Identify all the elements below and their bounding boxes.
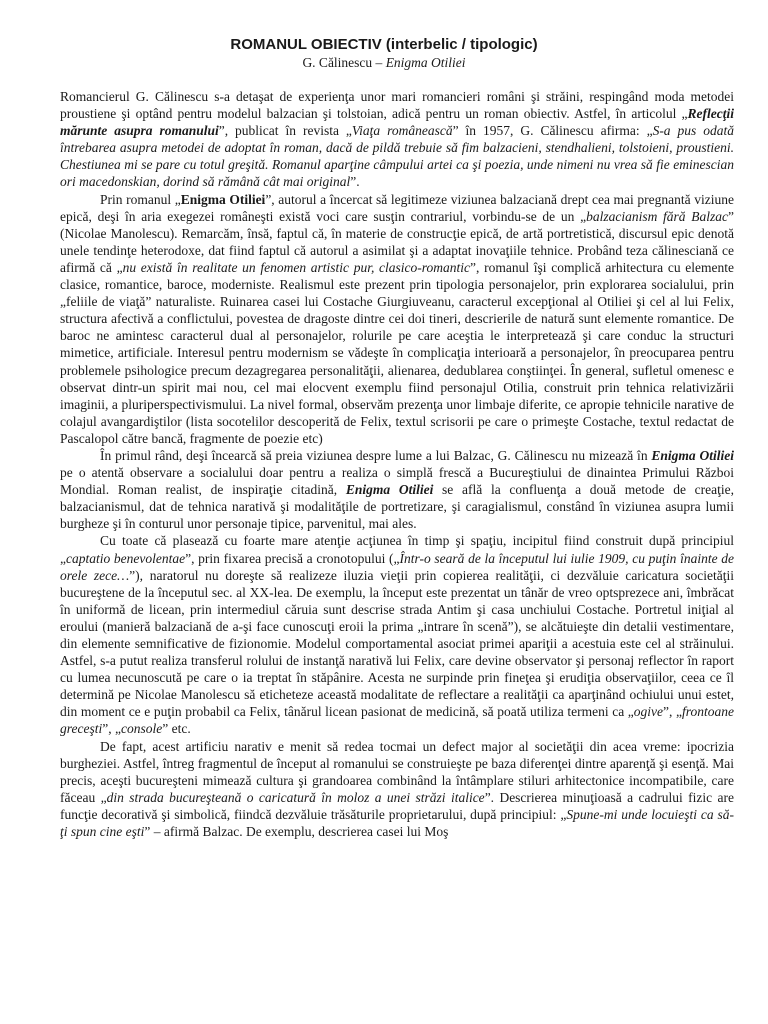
text-run: Romancierul G. Călinescu s-a detaşat de experienţa unor mari romancieri români şi străini, respingând moda metodei proustiene şi optând pentru modelul balzacian şi tolstoian, adică pentru un roman obiectiv. Astfel, în articolul „ xyxy=(60,89,734,122)
text-run: Reflecţii mărunte asupra romanului xyxy=(60,106,734,139)
body-paragraph xyxy=(60,532,734,737)
text-run: Într-o seară de la începutul lui iulie 1909, cu puţin înainte de orele zece… xyxy=(60,550,734,583)
text-run: ” etc. xyxy=(162,721,191,737)
text-run: ”. Descrierea minuţioasă a cadrului fizic are funcţie decorativă şi simbolică, fiindcă dezvăluie trăsăturile proprietarului, după principiul: „ xyxy=(60,789,734,822)
document-body xyxy=(60,88,734,840)
text-run: frontoane greceşti xyxy=(60,704,735,737)
text-run: se află la confluenţa a două metode de creaţie, balzacianismul, dat de tehnica narativă şi modalităţile de portretizare, şi caragialismul, constând în viziunea asupra lumii burgheze şi în conturul unor personaje tipice, parvenitul, mai ales. xyxy=(60,482,734,532)
text-run: ” în 1957, G. Călinescu afirma: „ xyxy=(452,123,653,139)
text-run: Prin romanul „ xyxy=(100,191,181,207)
body-paragraph xyxy=(60,191,734,447)
text-run: Cu toate că plasează cu foarte mare atenţie acţiunea în timp şi spaţiu, incipitul fiind construit după principiul „ xyxy=(60,533,734,566)
text-run: ”), naratorul nu doreşte să realizeze iluzia vieţii prin copierea realităţii, ci dezvăluie caricatura societăţii bucureştene de la începutul sec. al XX-lea. De exemplu, la început este prezentat un tânăr de vreo optsprezece ani, îmbrăcat în uniformă de licean, prin intermediul căruia sunt descrise strada Antim şi casa unchiului Costache. Portretul iniţial al eroului (manieră balzaciană de a-şi face cunoscuţi eroii la prima „intrare în scenă”), se alcătuieşte din detalii vestimentare, din elemente semnificative de fizionomie. Modelul comportamental asociat primei apariţii a acestuia este cel al străinului. Astfel, s-a putut realiza transferul rolului de instanţă narativă lui Felix, care devine observator şi personaj reflector în raport cu lumea necunoscută pe care o ia treptat în stăpânire. Acesta ne surpinde prin fineţea şi erudiţia observaţiilor, ceea ce îl determină pe Nicolae Manolescu să eticheteze această modalitate de reflectare a realităţii ca aparţinând ochiului unui estet, din moment ce e puţin probabil ca Felix, tânărul licean pasionat de medicină, să poată utiliza termeni ca „ xyxy=(60,567,734,720)
text-run: pe o atentă observare a socialului doar pentru a realiza o simplă frescă a Bucureştiului de dinaintea Primului Război Mondial. Roman realist, de inspiraţie citadină, xyxy=(60,465,734,498)
text-run: Spune-mi unde locuieşti ca să-ţi spun cine eşti xyxy=(60,806,734,840)
text-run: ”, „ xyxy=(663,704,683,720)
text-run: Enigma Otiliei xyxy=(180,191,266,207)
body-paragraph xyxy=(60,447,734,532)
text-run: Viaţa românească xyxy=(351,123,453,139)
text-run: balzacianism fără Balzac xyxy=(586,208,729,224)
document-subtitle xyxy=(0,54,768,71)
text-run: S-a pus odată întrebarea asupra metodei de adoptat în roman, dacă de pildă trebuie să fim balzacieni, stendhalieni, tolstoieni, proustieni. Chestiunea mi se pare cu totul greşită. Romanul aparţine câmpului artei ca şi poezia, unde nimeni nu vrea să fie eminescian ori macedonskian, dorind să rămână cât mai original xyxy=(60,123,734,190)
text-run: Enigma Otiliei xyxy=(345,482,434,498)
text-run: ”. xyxy=(350,174,360,190)
text-run: De fapt, acest artificiu narativ e menit să redea tocmai un defect major al societăţii din acea vreme: ipocrizia burgheziei. Astfel, întreg fragmentul de început al romanului se construieşte pe baza diferenţei dintre aparenţă şi esenţă. Mai precis, aceşti bucureşteni mimează cultura şi grandoarea combinând la întâmplare stiluri arhitectonice incompatibile, care făceau „ xyxy=(60,738,734,805)
text-run: ”, publicat în revista „ xyxy=(218,123,352,139)
text-run: captatio benevolentae xyxy=(66,550,186,566)
text-run: din strada bucureşteană o caricatură în moloz a unei străzi italice xyxy=(106,789,485,805)
subtitle-author: G. Călinescu – xyxy=(302,55,383,70)
text-run: Enigma Otiliei xyxy=(651,447,734,463)
text-run: ” – afirmă Balzac. De exemplu, descrierea casei lui Moş xyxy=(144,824,449,840)
body-paragraph xyxy=(60,88,734,191)
subtitle-work: Enigma Otiliei xyxy=(385,55,466,70)
text-run: console xyxy=(120,721,163,737)
text-run: ”, romanul îşi complică arhitectura cu elemente clasice, romantice, baroce, moderniste. Realismul este prezent prin tipologia personajelor, prin explorarea socialului, prin „feliile de viaţă” naturaliste. Ruinarea casei lui Costache Giurgiuveanu, caracterul excepţional al Otiliei şi cel al lui Felix, structura afectivă a conflictului, povestea de dragoste dintre cei doi tineri, descrierile de natură sunt elemente romantice. De baroc ne amintesc caracterul dual al personajelor, rolurile pe care aceştia le interpretează şi care conduc la structuri mimetice, artificiale. Interesul pentru modernism se vădeşte în complicaţia interioară a personajelor, în preocuparea pentru problemele psihologice precum dezagregarea personalităţii, alienarea, dedublarea conştiinţei. În general, sufletul omenesc e observat dintr-un spirit mai nou, cel mai elocvent exemplu fiind personajul Otilia, construit prin tehnica relativizării imaginii, a pluriperspectivismului. La nivel formal, observăm prezenţa unor limbaje diferite, ce apropie tehnicile narative de colajul avangardiştilor (lista socotelilor descoperită de Felix, textul scrisorii pe care o primeşte Costache, textul redactat de Pascalopol către bancă, fragmente de poezie etc) xyxy=(60,259,735,446)
text-run: nu există în realitate un fenomen artistic pur, clasico-romantic xyxy=(122,259,471,275)
text-run: ogive xyxy=(633,704,664,720)
text-run: ”, prin fixarea precisă a cronotopului („ xyxy=(185,550,400,566)
text-run: ” (Nicolae Manolescu). Remarcăm, însă, faptul că, în materie de construcţie epică, de artă portretistică, discursul epic denotă unele tendinţe heterodoxe, dat fiind faptul că autorul a asimilat şi a adaptat inovaţiile tehnice. Probând teza călinesciană ce afirmă că „ xyxy=(60,208,735,275)
body-paragraph xyxy=(60,738,734,841)
text-run: În primul rând, deşi încearcă să preia viziunea despre lume a lui Balzac, G. Călinescu nu mizează în xyxy=(100,447,652,463)
document-title: ROMANUL OBIECTIV (interbelic / tipologic) xyxy=(230,36,538,53)
text-run: ”, autorul a încercat să legitimeze viziunea balzaciană drept cea mai pregnantă viziune epică, deşi în aria exegezei româneşti există voci care susţin contrariul, vorbindu-se de un „ xyxy=(60,191,734,224)
text-run: ”, „ xyxy=(102,721,121,737)
